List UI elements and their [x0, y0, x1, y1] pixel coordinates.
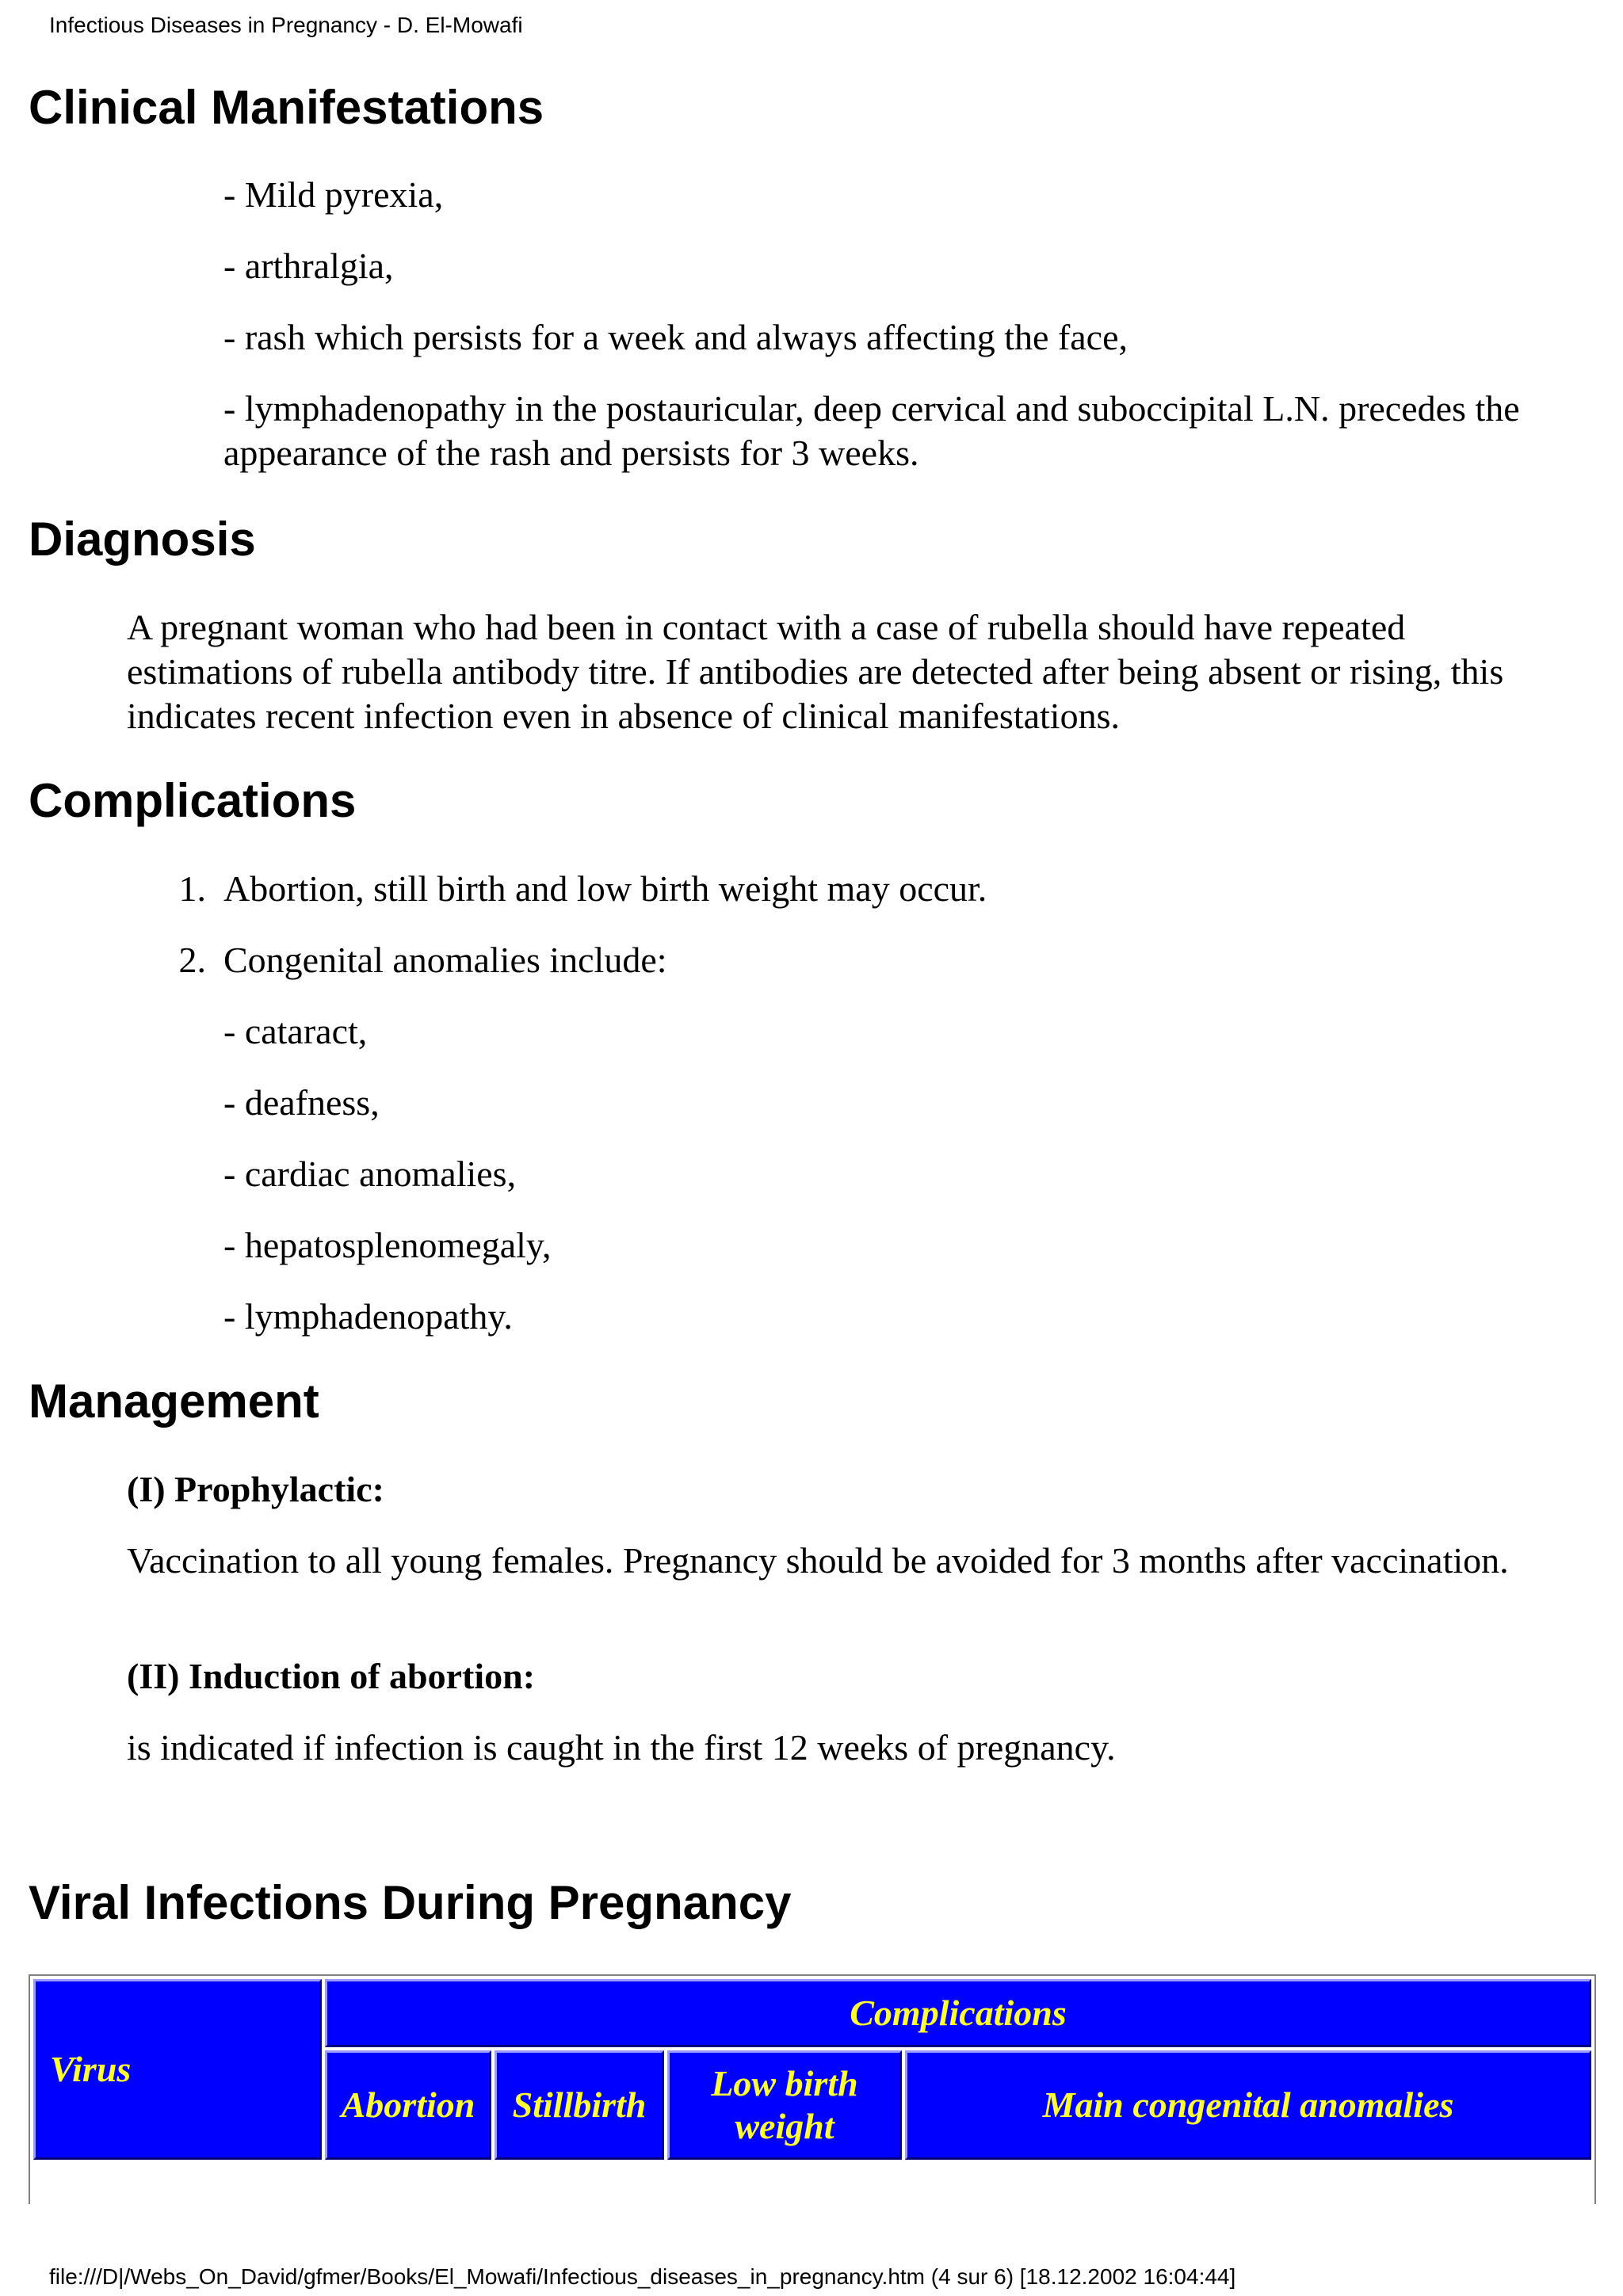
prophylactic-label: (I) Prophylactic: [127, 1469, 384, 1509]
list-item: - Mild pyrexia, [223, 174, 444, 215]
list-item: - hepatosplenomegaly, [223, 1225, 552, 1265]
table-header-low-birth-weight: Low birth weight [667, 2050, 902, 2160]
list-number: 2. [178, 940, 206, 980]
list-item: - lymphadenopathy. [223, 1296, 513, 1337]
induction-text: is indicated if infection is caught in the first 12 weeks of pregnancy. [127, 1727, 1116, 1768]
list-item: - cataract, [223, 1011, 368, 1051]
diagnosis-text: A pregnant woman who had been in contact with a case of rubella should have repeated estimations of rubella antibody titre. If antibodies are detected after being absent or rising, this indicates recent infection even in absence of clinical manifestations. [127, 607, 1504, 736]
table-header-abortion: Abortion [325, 2050, 491, 2160]
list-number: 1. [178, 868, 206, 909]
clinical-manifestations-heading: Clinical Manifestations [29, 81, 544, 134]
viral-infections-heading: Viral Infections During Pregnancy [29, 1876, 792, 1929]
list-item: - lymphadenopathy in the postauricular, deep cervical and suboccipital L.N. precedes the appearance of the rash and persists for 3 weeks. [223, 388, 1520, 473]
diagnosis-heading: Diagnosis [29, 513, 256, 566]
list-item: Congenital anomalies include: [223, 940, 667, 980]
list-item: - arthralgia, [223, 246, 394, 286]
list-item: - deafness, [223, 1082, 380, 1123]
prophylactic-text: Vaccination to all young females. Pregnancy should be avoided for 3 months after vaccination. [127, 1540, 1509, 1581]
list-item: Abortion, still birth and low birth weight may occur. [223, 868, 987, 909]
induction-label: (II) Induction of abortion: [127, 1656, 536, 1696]
table-header-stillbirth: Stillbirth [495, 2050, 664, 2160]
list-item: - rash which persists for a week and always affecting the face, [223, 317, 1128, 357]
table-header-main-congenital-anomalies: Main congenital anomalies [905, 2050, 1591, 2160]
table-header-complications: Complications [325, 1979, 1591, 2047]
complications-heading: Complications [29, 774, 357, 827]
list-item: - cardiac anomalies, [223, 1154, 517, 1194]
running-footer: file:///D|/Webs_On_David/gfmer/Books/El_Mowafi/Infectious_diseases_in_pregnancy.htm (4 sur 6) [18.12.2002 16:04:44] [49, 2264, 1236, 2289]
running-header: Infectious Diseases in Pregnancy - D. El-Mowafi [49, 13, 523, 37]
table-header-virus: Virus [33, 1979, 322, 2160]
viral-infections-table [29, 1974, 1596, 2204]
management-heading: Management [29, 1375, 319, 1428]
